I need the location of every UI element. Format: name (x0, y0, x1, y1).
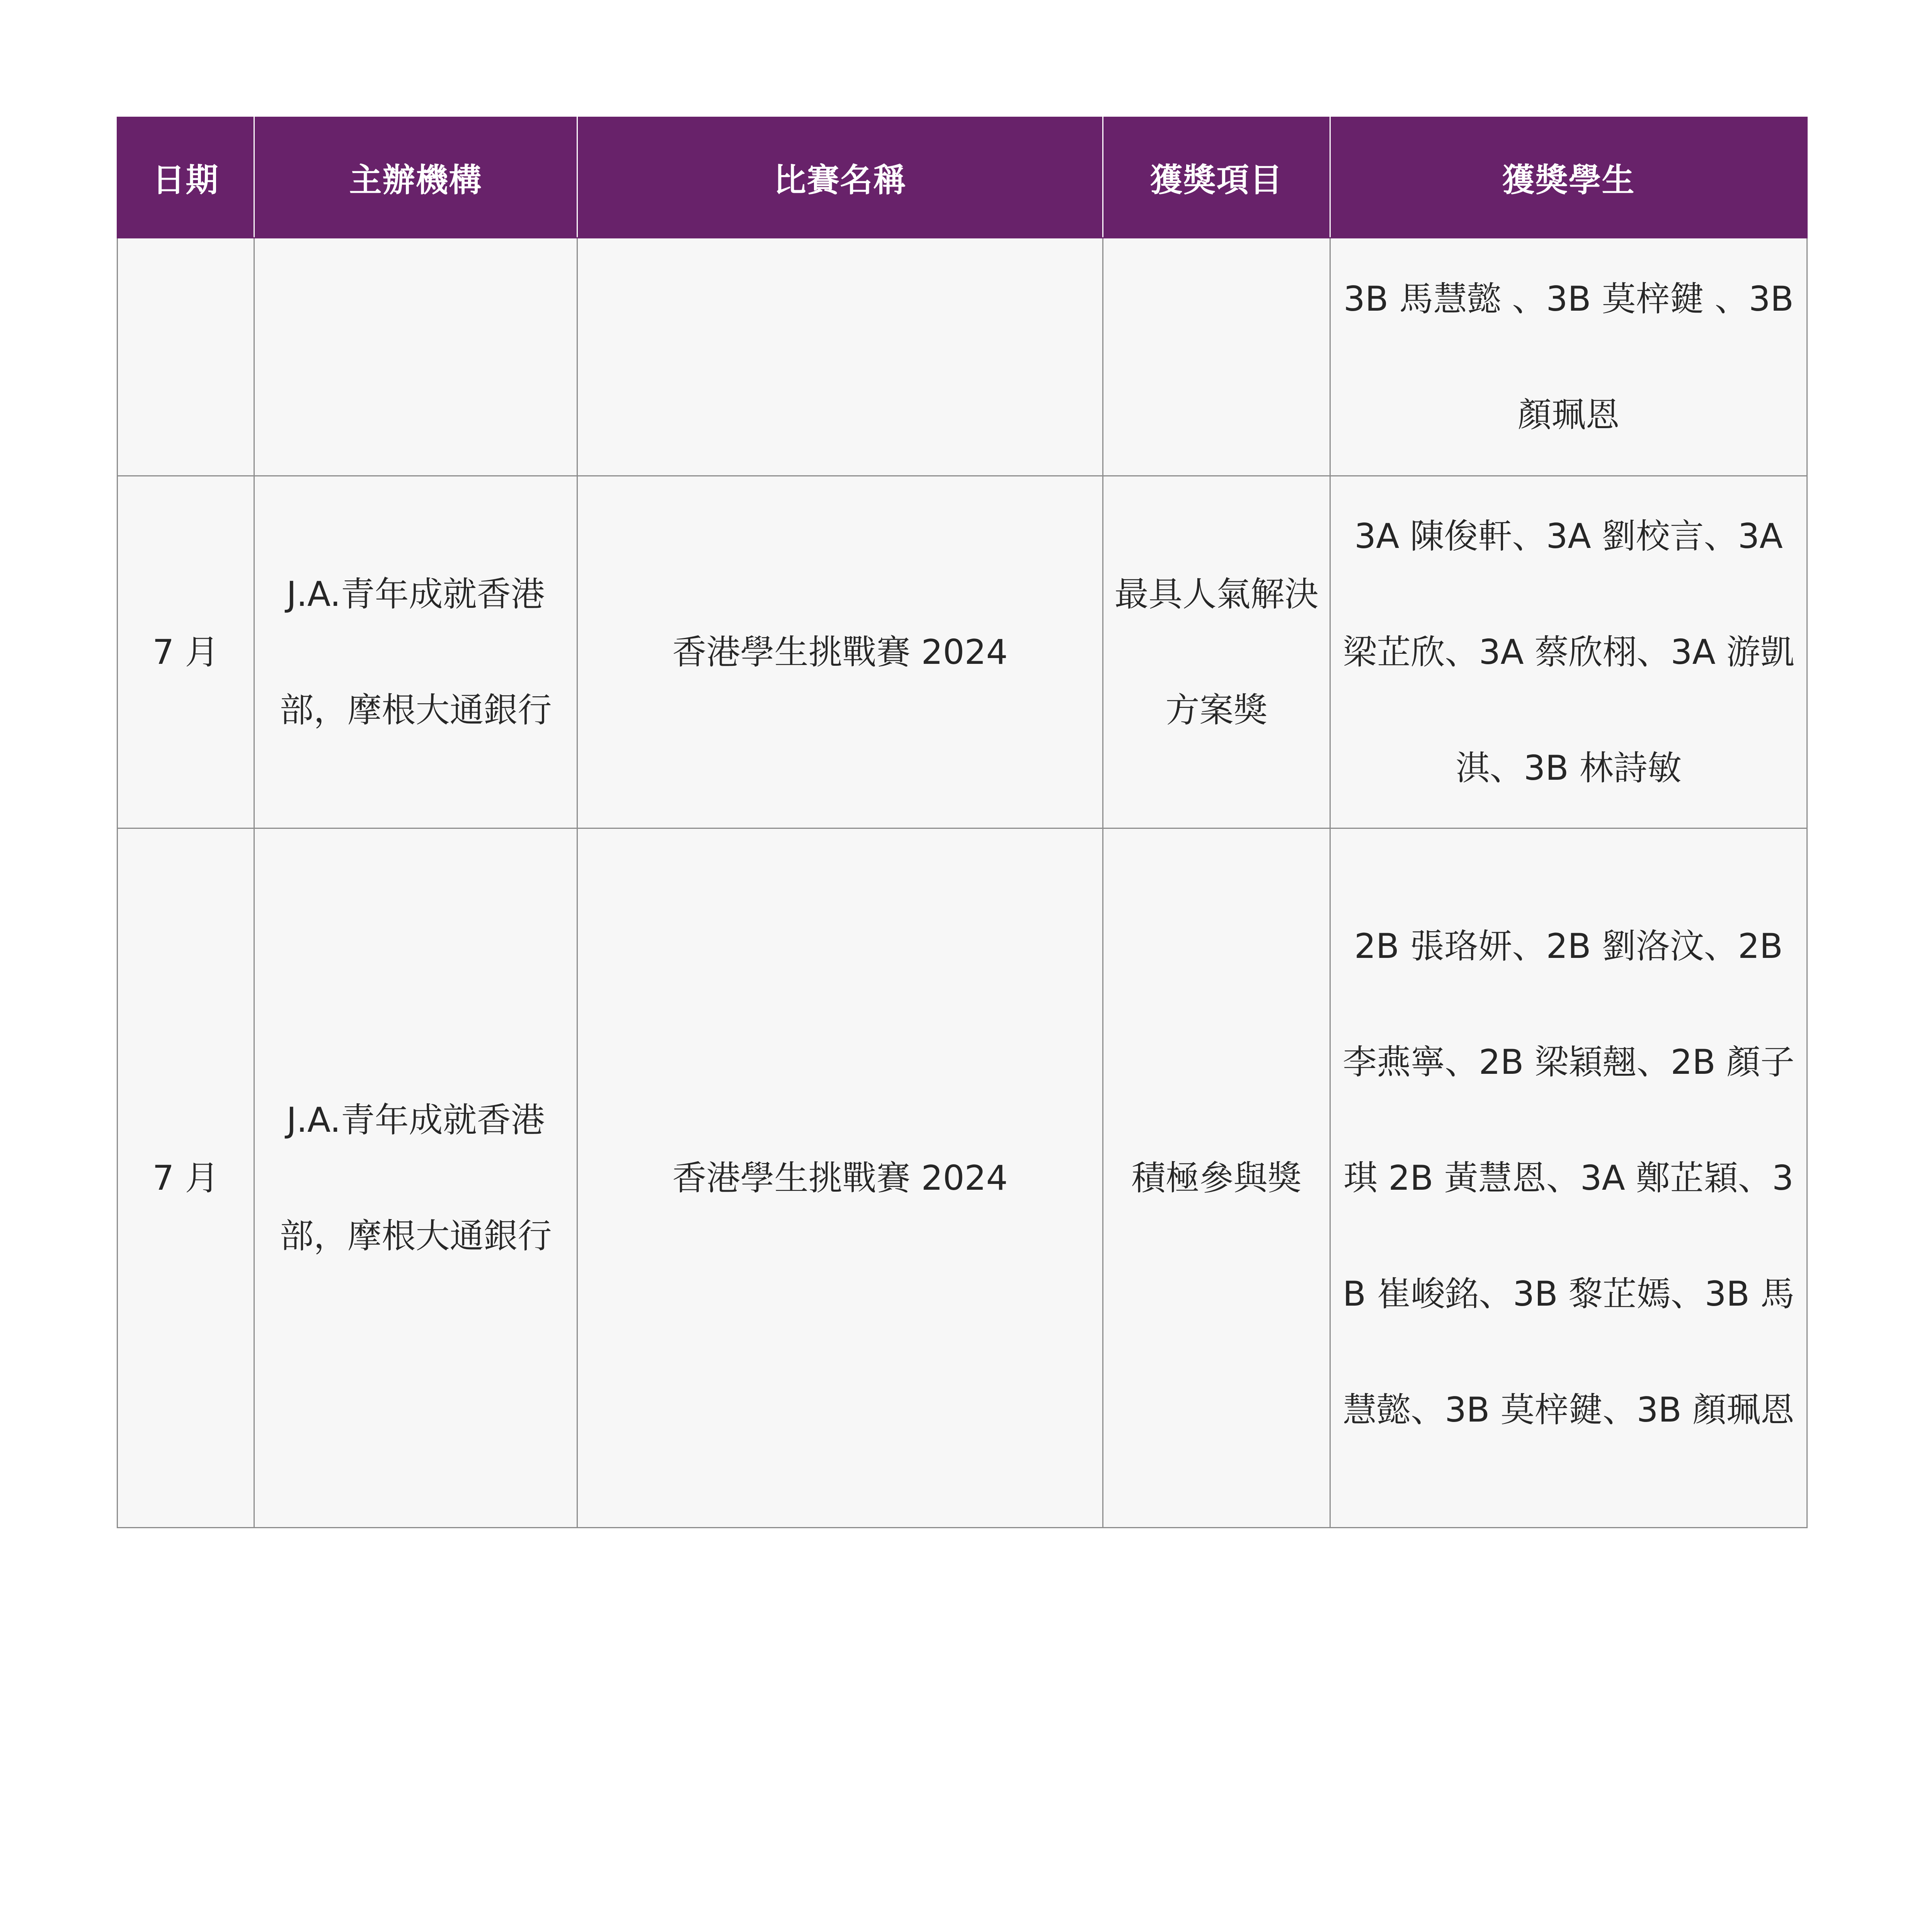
cell-award: 積極參與獎 (1103, 828, 1330, 1528)
organizer-text: J.A.青年成就香港部，摩根大通銀行 (279, 1100, 552, 1256)
header-organizer: 主辦機構 (254, 117, 577, 238)
students-text: 2B 張珞妍、2B 劉洛汶、2B 李燕寧、2B 梁穎翹、2B 顏子琪 2B 黃慧恩、3A 鄭芷穎、3B 崔峻銘、3B 黎芷嫣、3B 馬慧懿、3B 莫梓鍵、3B 顏珮恩 (1342, 926, 1794, 1430)
cell-competition: 香港學生挑戰賽 2024 (577, 476, 1103, 828)
cell-award (1103, 476, 1330, 828)
cell-organizer (254, 476, 577, 828)
award-text: 最具人氣解決方案獎 (1114, 574, 1319, 730)
header-date: 日期 (117, 117, 254, 238)
header-students: 獲獎學生 (1330, 117, 1807, 238)
table-row (117, 476, 1807, 828)
table-body (117, 238, 1807, 1528)
awards-table (117, 117, 1808, 1528)
cell-award (1103, 238, 1330, 476)
students-text: 3B 馬慧懿 、3B 莫梓鍵 、3B 顏珮恩 (1343, 279, 1794, 435)
organizer-text: J.A.青年成就香港部，摩根大通銀行 (279, 574, 552, 730)
cell-date (117, 238, 254, 476)
table-row (117, 828, 1807, 1528)
cell-competition: 香港學生挑戰賽 2024 (577, 828, 1103, 1528)
cell-competition (577, 238, 1103, 476)
cell-organizer (254, 238, 577, 476)
cell-students (1330, 238, 1807, 476)
cell-date: 7 月 (117, 828, 254, 1528)
table-row (117, 238, 1807, 476)
header-award: 獲獎項目 (1103, 117, 1330, 238)
cell-students (1330, 476, 1807, 828)
header-competition: 比賽名稱 (577, 117, 1103, 238)
header-row (117, 117, 1807, 238)
cell-date: 7 月 (117, 476, 254, 828)
table-header (117, 117, 1807, 238)
cell-organizer (254, 828, 577, 1528)
students-text: 3A 陳俊軒、3A 劉校言、3A 梁芷欣、3A 蔡欣栩、3A 游凱淇、3B 林詩敏 (1343, 516, 1794, 788)
cell-students (1330, 828, 1807, 1528)
